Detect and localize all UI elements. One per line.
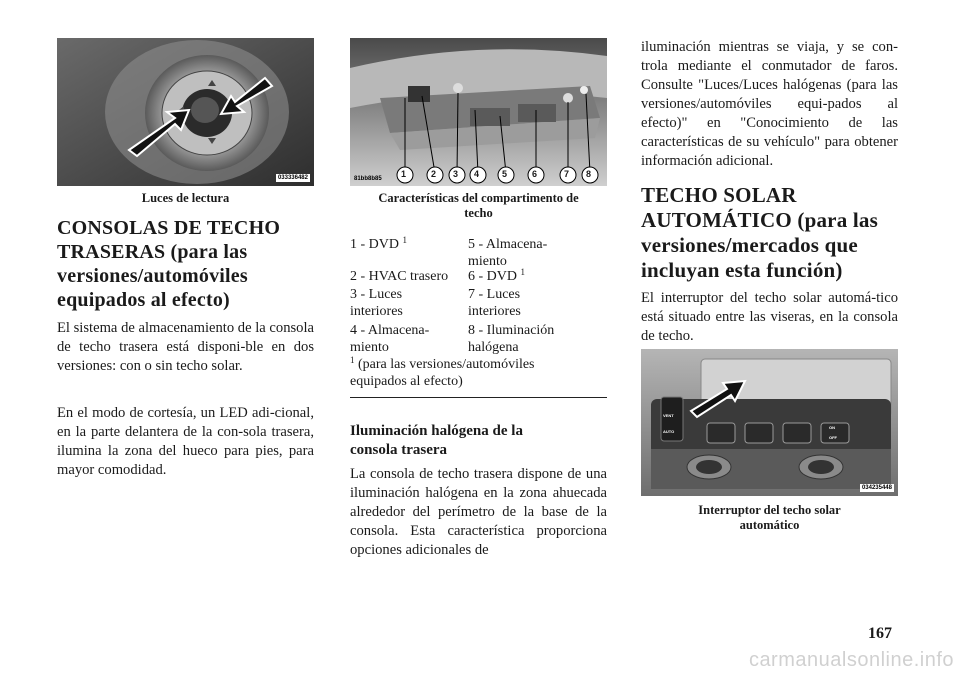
legend-footnote: $^1$ (para las versiones/automóviles equipados al efecto) (350, 355, 535, 389)
rear-console-figure (350, 38, 607, 186)
off-label: OFF (829, 435, 837, 440)
reading-lights-photo-icon (57, 38, 314, 186)
reading-lights-figure (57, 38, 314, 186)
callout-6: 6 (532, 169, 538, 179)
callout-1: 1 (401, 169, 407, 179)
legend-item: 6 - DVD $^1$ (468, 267, 525, 284)
vent-label: VENT (663, 413, 674, 418)
legend-divider (350, 397, 607, 398)
figure-code: 034235448 (861, 485, 892, 491)
figure-code: 033336482 (277, 175, 308, 181)
callout-8: 8 (586, 169, 592, 179)
subsection-heading: Iluminación halógena de la consola trasera (350, 423, 523, 458)
body-paragraph: El sistema de almacenamiento de la consola de techo trasera está disponi-ble en dos versiones: con o sin techo solar. (57, 320, 314, 374)
callout-4: 4 (474, 169, 480, 179)
sunroof-switch-figure (641, 349, 898, 496)
body-paragraph: iluminación mientras se viaja, y se con-trola mediante el conmutador de faros. Consulte "Luces/Luces halógenas (para las versiones/automóviles equi-pados al efecto)" en "Conocimiento de las características de su vehículo" para obtener información adicional. (641, 39, 898, 169)
auto-label: AUTO (663, 429, 675, 434)
legend-item: 3 - Luces interiores (350, 287, 403, 319)
figure-caption: Luces de lectura (141, 191, 230, 205)
legend-item: 2 - HVAC trasero (350, 269, 449, 284)
figure-caption: Interruptor del techo solar automático (698, 503, 841, 532)
body-paragraph: En el modo de cortesía, un LED adi-cional, en la parte delantera de la con-sola trasera, ilumina la zona del hueco para pies, para mayor comodidad. (57, 405, 314, 478)
watermark: carmanualsonline.info (748, 649, 954, 671)
legend-item: 8 - Iluminación halógena (468, 323, 555, 355)
body-paragraph: El interruptor del techo solar automá-tico está situado entre las viseras, en la consola de techo. (641, 290, 898, 344)
legend-item: 7 - Luces interiores (468, 287, 521, 319)
callout-2: 2 (431, 169, 437, 179)
sunroof-switch-photo-icon (641, 349, 898, 496)
legend-item: 4 - Almacena- miento (350, 323, 430, 355)
page-number: 167 (868, 625, 892, 642)
body-paragraph: La consola de techo trasera dispone de una iluminación halógena en la zona ahuecada alrededor del perímetro de la base de la consola. Esta característica proporciona opciones adicionales de (350, 466, 607, 558)
callout-7: 7 (564, 169, 570, 179)
figure-code: 81bb8b85 (354, 176, 382, 182)
callout-legend (350, 236, 607, 396)
callout-3: 3 (453, 169, 459, 179)
callout-5: 5 (502, 169, 508, 179)
figure-caption: Características del compartimento de techo (378, 191, 579, 220)
on-label: ON (829, 425, 835, 430)
legend-item: 5 - Almacena- miento (468, 237, 548, 269)
section-heading: TECHO SOLAR AUTOMÁTICO (para las versiones/mercados que incluyan esta función) (641, 183, 878, 282)
legend-item: 1 - DVD $^1$ (350, 235, 407, 252)
rear-overhead-console-photo-icon (350, 38, 607, 186)
section-heading: CONSOLAS DE TECHO TRASERAS (para las versiones/automóviles equipados al efecto) (57, 217, 281, 311)
